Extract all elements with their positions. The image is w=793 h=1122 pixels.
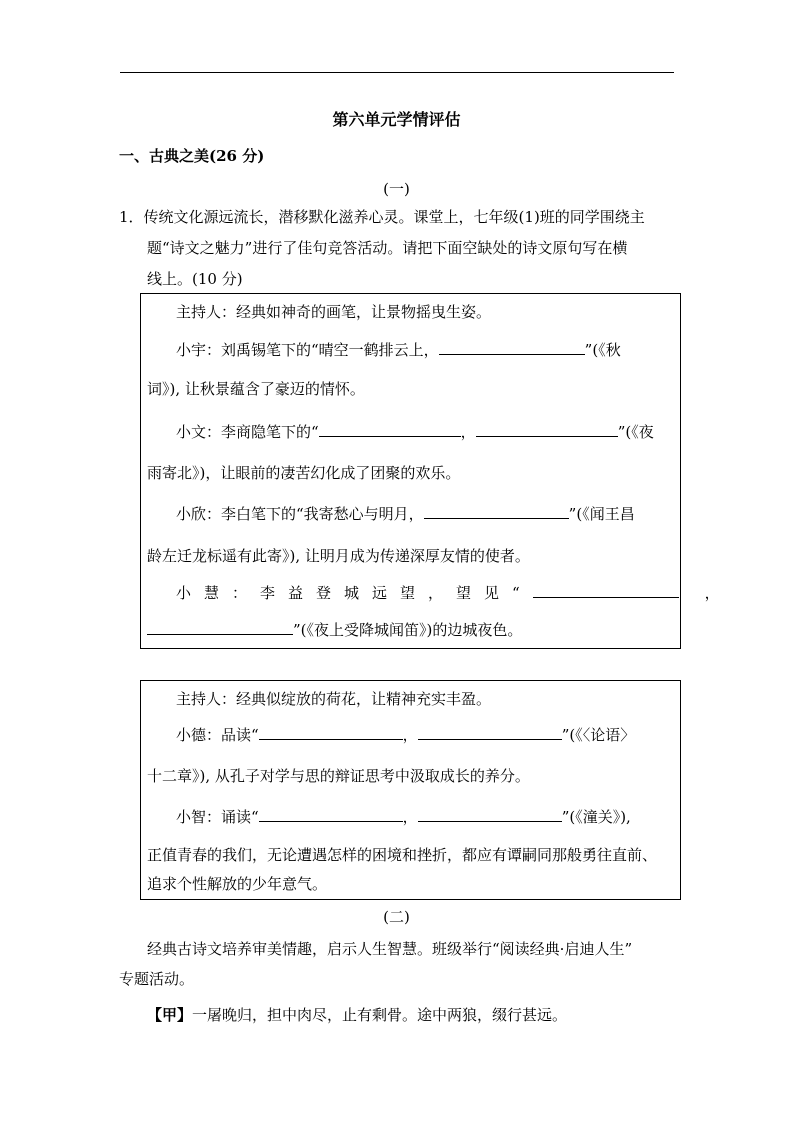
passage-jia xyxy=(147,1004,567,1025)
box1-xiaoxin-continuation: 龄左迁龙标遥有此寄》), 让明月成为传递深厚友情的使者。 xyxy=(147,547,530,565)
intro-line-2: 专题活动。 xyxy=(119,970,195,988)
answer-blank-10[interactable] xyxy=(418,807,562,822)
xiaowen-source: ”(《夜 xyxy=(617,423,654,441)
xiaohui-source: ”(《夜上受降城闻笛》)的边城夜色。 xyxy=(293,621,523,639)
xiaowen-separator: ， xyxy=(460,423,476,441)
box1-xiaoxin-line xyxy=(176,503,635,524)
box1-xiaowen-line xyxy=(176,421,654,442)
box1-xiaohui-continuation xyxy=(147,619,522,640)
xiaode-source: ”(《〈论语〉 xyxy=(561,726,636,744)
answer-blank-8[interactable] xyxy=(418,725,562,740)
answer-blank-5[interactable] xyxy=(533,583,679,598)
xiaoxin-source: ”(《闻王昌 xyxy=(568,505,635,523)
part-two-label: (二) xyxy=(383,908,410,926)
intro-line-1: 经典古诗文培养审美情趣，启示人生智慧。班级举行“阅读经典·启迪人生” xyxy=(147,940,633,958)
passage-jia-label: 【甲】 xyxy=(147,1006,193,1024)
box1-host-line: 主持人：经典如神奇的画笔，让景物摇曳生姿。 xyxy=(176,303,492,321)
question-1-line-3: 线上。(10 分) xyxy=(147,270,243,288)
box1-xiaohui-line xyxy=(176,582,720,603)
answer-blank-6[interactable] xyxy=(147,620,293,635)
question-1-line-2: 题“诗文之魅力”进行了佳句竞答活动。请把下面空缺处的诗文原句写在横 xyxy=(147,239,628,257)
box2-xiaozhi-line xyxy=(176,806,631,827)
question-1-line-1: 1．传统文化源远流长，潜移默化滋养心灵。课堂上，七年级(1)班的同学围绕主 xyxy=(119,208,645,226)
box1-xiaoyu-continuation: 词》), 让秋景蕴含了豪迈的情怀。 xyxy=(147,380,365,398)
box2-host-line: 主持人：经典似绽放的荷花，让精神充实丰盈。 xyxy=(176,690,492,708)
answer-blank-9[interactable] xyxy=(259,807,403,822)
xiaozhi-prompt: 小智：诵读“ xyxy=(176,808,259,826)
box2-xiaozhi-continuation-2: 追求个性解放的少年意气。 xyxy=(147,875,328,893)
answer-blank-2[interactable] xyxy=(319,422,461,437)
section-heading: 一、古典之美(26 分) xyxy=(119,147,265,165)
xiaohui-separator: ， xyxy=(704,584,720,602)
xiaoyu-prompt: 小宇：刘禹锡笔下的“晴空一鹤排云上， xyxy=(176,341,439,359)
xiaoxin-prompt: 小欣：李白笔下的“我寄愁心与明月， xyxy=(176,505,424,523)
answer-blank-4[interactable] xyxy=(424,504,569,519)
answer-blank-7[interactable] xyxy=(259,725,403,740)
box2-xiaode-continuation: 十二章》), 从孔子对学与思的辩证思考中汲取成长的养分。 xyxy=(147,767,530,785)
box2-xiaozhi-continuation-1: 正值青春的我们，无论遭遇怎样的困境和挫折，都应有谭嗣同那般勇往直前、 xyxy=(147,846,658,864)
answer-box-2 xyxy=(140,680,681,900)
box1-xiaowen-continuation: 雨寄北》)，让眼前的凄苦幻化成了团聚的欢乐。 xyxy=(147,464,461,482)
xiaohui-prompt: 小慧：李益登城远望，望见“ xyxy=(176,584,533,602)
box1-xiaoyu-line xyxy=(176,339,621,360)
answer-blank-1[interactable] xyxy=(439,340,585,355)
answer-blank-3[interactable] xyxy=(476,422,618,437)
page-title: 第六单元学情评估 xyxy=(332,110,461,129)
part-one-label: (一) xyxy=(383,180,410,198)
xiaode-prompt: 小德：品读“ xyxy=(176,726,259,744)
header-rule xyxy=(120,72,674,73)
xiaoyu-source: ”(《秋 xyxy=(584,341,621,359)
box2-xiaode-line xyxy=(176,724,635,745)
xiaowen-prompt: 小文：李商隐笔下的“ xyxy=(176,423,319,441)
passage-jia-text: 一屠晚归，担中肉尽，止有剩骨。途中两狼，缀行甚远。 xyxy=(192,1006,568,1024)
xiaode-separator: ， xyxy=(402,726,418,744)
xiaozhi-separator: ， xyxy=(402,808,418,826)
xiaozhi-source: ”(《潼关》), xyxy=(561,808,631,826)
